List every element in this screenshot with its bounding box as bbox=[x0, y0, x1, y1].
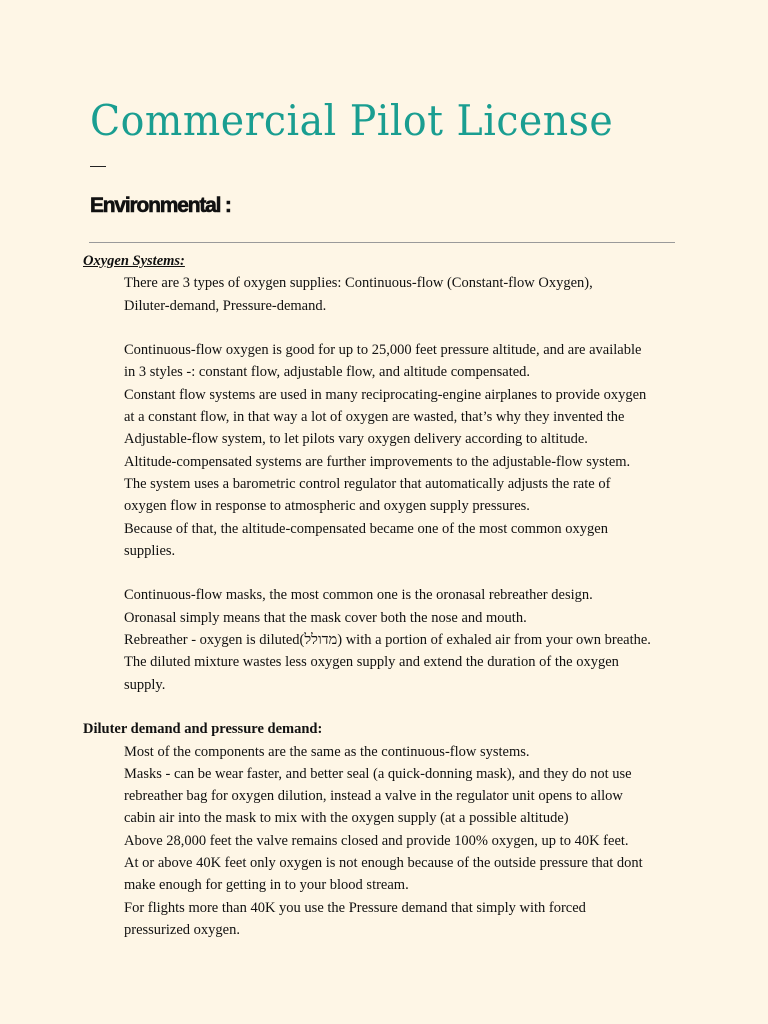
paragraph bbox=[83, 741, 683, 942]
text-line: cabin air into the mask to mix with the oxygen supply (at a possible altitude) bbox=[124, 810, 569, 827]
text-line: Altitude-compensated systems are further improvements to the adjustable-flow system. bbox=[124, 453, 631, 470]
subsection-heading: Oxygen Systems: bbox=[83, 253, 185, 269]
text-line: Because of that, the altitude-compensated became one of the most common oxygen bbox=[124, 520, 608, 537]
text-line: supply. bbox=[124, 676, 166, 693]
text-line: The system uses a barometric control regulator that automatically adjusts the rate of bbox=[124, 475, 611, 492]
paragraph-gap bbox=[83, 317, 683, 339]
document-title: Commercial Pilot License bbox=[90, 96, 614, 145]
text-line: oxygen flow in response to atmospheric and oxygen supply pressures. bbox=[124, 498, 530, 515]
text-line: rebreather bag for oxygen dilution, instead a valve in the regulator unit opens to allow bbox=[124, 788, 623, 805]
text-line: in 3 styles -: constant flow, adjustable flow, and altitude compensated. bbox=[124, 364, 531, 381]
text-line: Oronasal simply means that the mask cover both the nose and mouth. bbox=[124, 609, 527, 626]
text-line: Constant flow systems are used in many reciprocating-engine airplanes to provide oxygen bbox=[124, 386, 647, 403]
title-dash-separator bbox=[90, 166, 106, 167]
section-gap bbox=[83, 696, 683, 718]
text-line: The diluted mixture wastes less oxygen supply and extend the duration of the oxygen bbox=[124, 654, 619, 671]
horizontal-rule bbox=[89, 242, 675, 243]
text-line: Continuous-flow oxygen is good for up to 25,000 feet pressure altitude, and are available bbox=[124, 342, 642, 359]
text-line: There are 3 types of oxygen supplies: Continuous-flow (Constant-flow Oxygen), bbox=[124, 275, 593, 292]
paragraph bbox=[83, 584, 683, 695]
text-line: Adjustable-flow system, to let pilots vary oxygen delivery according to altitude. bbox=[124, 431, 588, 448]
text-line: Rebreather - oxygen is diluted(מדולל) with a portion of exhaled air from your own breathe. bbox=[124, 632, 651, 649]
text-line: Diluter-demand, Pressure-demand. bbox=[124, 297, 327, 314]
text-line: pressurized oxygen. bbox=[124, 921, 240, 938]
text-line: Most of the components are the same as the continuous-flow systems. bbox=[124, 743, 530, 760]
text-line: Continuous-flow masks, the most common one is the oronasal rebreather design. bbox=[124, 587, 593, 604]
text-line: supplies. bbox=[124, 542, 176, 559]
text-line: At or above 40K feet only oxygen is not enough because of the outside pressure that dont bbox=[124, 855, 643, 872]
text-line: Above 28,000 feet the valve remains closed and provide 100% oxygen, up to 40K feet. bbox=[124, 832, 629, 849]
section-heading-environmental: Environmental : bbox=[90, 194, 231, 217]
paragraph bbox=[83, 272, 683, 317]
text-line: For flights more than 40K you use the Pressure demand that simply with forced bbox=[124, 899, 586, 916]
paragraph bbox=[83, 339, 683, 562]
document-body bbox=[83, 250, 683, 941]
paragraph-gap bbox=[83, 562, 683, 584]
text-line: Masks - can be wear faster, and better seal (a quick-donning mask), and they do not use bbox=[124, 765, 632, 782]
text-line: at a constant flow, in that way a lot of oxygen are wasted, that’s why they invented the bbox=[124, 409, 625, 426]
subsection-heading: Diluter demand and pressure demand: bbox=[83, 721, 323, 738]
text-line: make enough for getting in to your blood stream. bbox=[124, 877, 409, 894]
